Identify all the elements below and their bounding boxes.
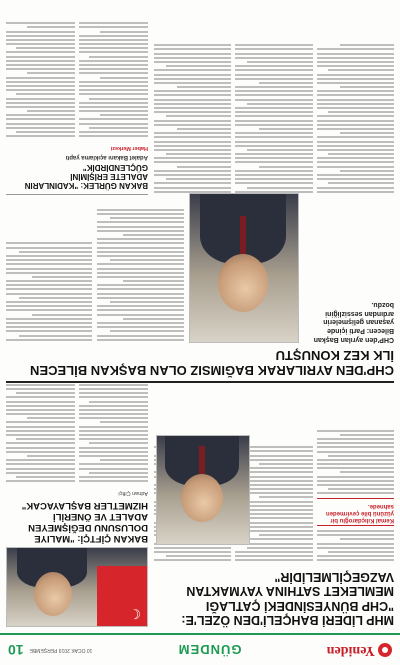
middle-headline: CHP'DEN AYRILARAK BAĞIMSIZ OLAN BAŞKAN BİLECEN İLK KEZ KONUŞTU	[30, 348, 394, 378]
top-pullquote: Kemal Kılıçdaroğlu bir yüzünü bile çevirmeden sahnede.	[317, 498, 394, 526]
story-middle	[6, 193, 394, 383]
lower-left-columns	[154, 42, 394, 195]
middle-story-photo	[189, 193, 299, 343]
middle-lead: CHP'den ayrılan Başkan Bilecen: Parti içinde yaşanan gelişmelerin ardından sessizliğini bozdu.	[313, 300, 394, 343]
page-number: 10	[8, 642, 24, 658]
right-headline: BAKAN ÇİFTÇİ: "MALIYE DOLUSUNU DEĞİŞMEYEN ADALET VE ÖNERİLİ HIZMETLER BAŞLAYACAK"	[21, 500, 148, 544]
middle-body	[6, 193, 394, 343]
text-column	[98, 193, 185, 343]
newspaper-logo	[327, 642, 392, 658]
top-story-photo	[156, 435, 250, 545]
right-byline: Adnan Çiftçi	[118, 490, 148, 497]
side-author: Haber Merkezi	[110, 145, 148, 152]
text-column	[6, 193, 93, 343]
story-side	[6, 20, 148, 195]
date-line: 10 OCAK 2019 PERŞEMBE	[29, 647, 93, 653]
side-headline: BAKAN GÜRLEK: "KADINLARIN ADALETE ERİŞİMİNİ GÜÇLENDİRDİK"	[24, 162, 148, 190]
side-kicker: Adalet Bakanı açıklama yaptı	[65, 154, 148, 161]
page-header	[0, 633, 400, 665]
logo-text: Yeniden	[326, 643, 375, 658]
logo-emblem-icon	[378, 643, 392, 657]
section-title: GÜNDEM	[177, 642, 242, 658]
text-column	[317, 427, 394, 563]
story-right	[6, 382, 148, 627]
right-columns	[6, 382, 148, 485]
top-headline: MHP LİDERİ BAHÇELİ'DEN ÖZEL'E: "CHP BÜNYESİNDEKİ ÇATLAĞI MEMLEKET SATHINA YAYMAKTAN VAZGEÇİLMELİDİR"	[181, 569, 394, 627]
right-story-photo	[6, 547, 148, 627]
